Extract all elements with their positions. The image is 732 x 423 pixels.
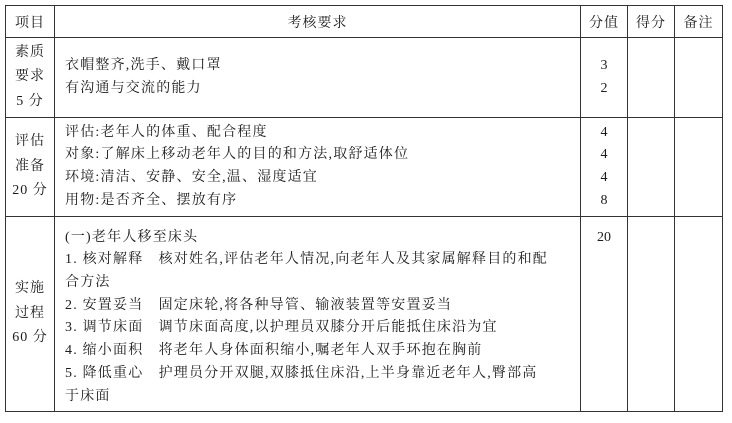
requirement-line: 2. 安置妥当 固定床轮,将各种导管、输液装置等安置妥当 — [65, 297, 453, 313]
requirement-line: 5. 降低重心 护理员分开双腿,双膝抵住床沿,上半身靠近老年人,臀部高 — [65, 365, 538, 381]
label-line: 素质 — [15, 44, 45, 60]
points-line: 2 — [600, 80, 608, 96]
points-line: 20 — [597, 229, 611, 245]
header-row — [6, 6, 723, 38]
label-line: 要求 — [15, 69, 45, 85]
score-cell — [628, 118, 675, 217]
row-assessment-preparation — [6, 118, 723, 217]
assessment-table — [5, 5, 723, 412]
row-label — [6, 38, 55, 118]
label-line: 5 分 — [16, 93, 44, 109]
points-cell — [581, 217, 628, 412]
label-line: 60 分 — [12, 330, 48, 346]
remarks-cell — [675, 118, 723, 217]
remarks-cell — [675, 217, 723, 412]
points-line: 4 — [600, 124, 608, 140]
requirement-line: 对象:了解床上移动老年人的目的和方法,取舒适体位 — [65, 147, 410, 163]
score-cell — [628, 217, 675, 412]
header-remarks: 备注 — [675, 6, 723, 38]
requirement-line: 1. 核对解释 核对姓名,评估老年人情况,向老年人及其家属解释目的和配 — [65, 252, 548, 268]
requirement-cell — [55, 38, 581, 118]
header-requirement: 考核要求 — [55, 6, 581, 38]
requirement-line: 有沟通与交流的能力 — [65, 80, 202, 96]
row-label — [6, 217, 55, 412]
header-item: 项目 — [6, 6, 55, 38]
requirement-line: 3. 调节床面 调节床面高度,以护理员双膝分开后能抵住床沿为宜 — [65, 320, 498, 336]
points-line: 4 — [600, 170, 608, 185]
requirement-line: 评估:老年人的体重、配合程度 — [65, 124, 268, 140]
label-line: 过程 — [15, 305, 45, 321]
points-line: 3 — [600, 57, 608, 73]
points-cell — [581, 118, 628, 217]
header-score: 得分 — [628, 6, 675, 38]
requirement-line: 4. 缩小面积 将老年人身体面积缩小,嘱老年人双手环抱在胸前 — [65, 343, 483, 359]
label-line: 评估 — [15, 134, 45, 150]
points-line: 4 — [600, 147, 608, 163]
header-points: 分值 — [581, 6, 628, 38]
label-line: 准备 — [15, 158, 45, 174]
label-line: 20 分 — [12, 183, 48, 199]
requirement-line: 环境:清洁、安静、安全,温、湿度适宜 — [65, 170, 318, 185]
score-cell — [628, 38, 675, 118]
requirement-cell — [55, 118, 581, 217]
requirement-line: (一)老年人移至床头 — [65, 229, 199, 245]
row-quality-requirement — [6, 38, 723, 118]
remarks-cell — [675, 38, 723, 118]
requirement-cell — [55, 217, 581, 412]
points-cell — [581, 38, 628, 118]
label-line: 实施 — [15, 281, 45, 297]
row-label — [6, 118, 55, 217]
points-line: 8 — [600, 192, 608, 208]
row-implementation-process — [6, 217, 723, 412]
requirement-line: 合方法 — [65, 275, 111, 290]
requirement-line: 于床面 — [65, 388, 111, 404]
requirement-line: 用物:是否齐全、摆放有序 — [65, 192, 238, 208]
requirement-line: 衣帽整齐,洗手、戴口罩 — [65, 57, 222, 73]
